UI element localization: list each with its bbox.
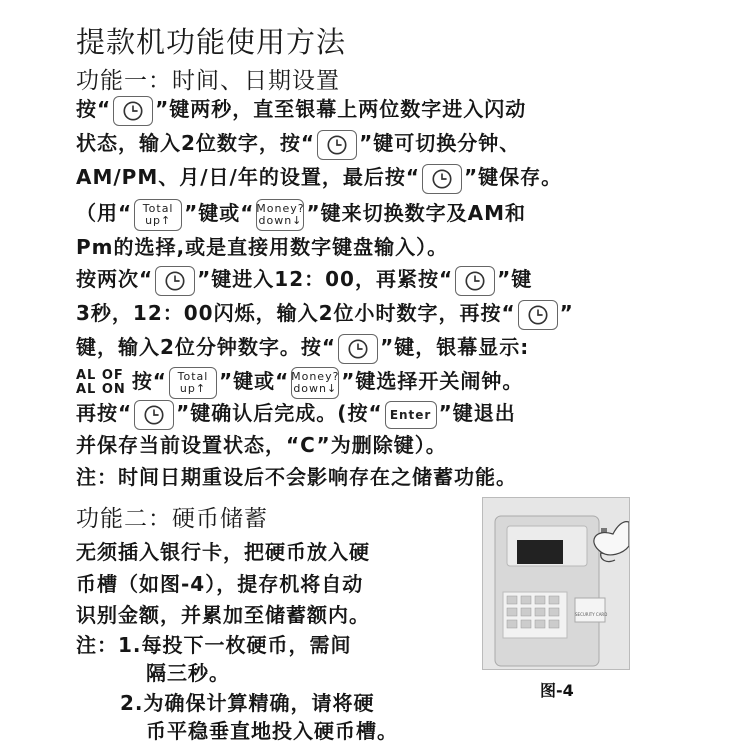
clock-icon	[122, 100, 144, 122]
text-segment: 再按“	[76, 401, 133, 425]
text-segment: ”键可切换分钟、	[359, 131, 521, 155]
section2-paragraph-line-1: 无须插入银行卡，把硬币放入硬	[76, 540, 370, 564]
text-segment: ”键或“	[184, 201, 255, 225]
key-label: down↓	[293, 381, 338, 395]
text-segment: ”键	[497, 267, 533, 291]
section2-note-1: 注：1.每投下一枚硬币，需间	[76, 633, 352, 657]
note-line: 注：时间日期重设后不会影响存在之储蓄功能。	[76, 465, 517, 489]
instruction-line-2	[76, 126, 520, 160]
key-label: Total	[177, 369, 209, 383]
enter-key: Enter	[385, 401, 437, 429]
instruction-line-5: Pm的选择,或是直接用数字键盘输入）。	[76, 235, 449, 259]
section2-note-1-cont: 隔三秒。	[146, 661, 230, 685]
text-segment: ”键进入12：00，再紧按“	[197, 267, 454, 291]
clock-key	[113, 96, 153, 126]
al-of-label: AL OF	[76, 367, 124, 383]
key-label: Total	[142, 201, 174, 215]
text-segment: 3秒，12：00闪烁，输入2位小时数字，再按“	[76, 301, 516, 325]
text-segment: ”	[559, 301, 574, 325]
section2-paragraph-line-2: 币槽（如图-4），提存机将自动	[76, 572, 364, 596]
text-segment: ”键保存。	[464, 165, 563, 189]
clock-icon	[464, 270, 486, 292]
section2-note-2: 2.为确保计算精确，请将硬	[120, 691, 375, 715]
clock-key	[155, 266, 195, 296]
page-title: 提款机功能使用方法	[76, 25, 347, 59]
text-segment: ”键或“	[218, 369, 290, 393]
instruction-line-8	[76, 330, 529, 364]
key-label: Money?	[291, 369, 340, 383]
clock-icon	[347, 338, 369, 360]
text-segment: AM/PM、月/日/年的设置，最后按“	[76, 165, 420, 189]
text-segment: 按“	[131, 369, 167, 393]
instruction-line-10	[76, 396, 516, 430]
clock-key	[455, 266, 495, 296]
text-segment: ”键确认后完成。(按“	[176, 401, 383, 425]
clock-icon	[431, 168, 453, 190]
clock-icon	[164, 270, 186, 292]
clock-key	[518, 300, 558, 330]
instruction-line-3	[76, 160, 562, 194]
section2-heading: 功能二：硬币储蓄	[76, 506, 268, 532]
total-up-key	[169, 367, 217, 399]
money-down-key	[256, 199, 304, 231]
instruction-line-1	[76, 92, 526, 126]
money-down-key	[291, 367, 339, 399]
section1-heading: 功能一：时间、日期设置	[76, 68, 340, 94]
clock-icon	[527, 304, 549, 326]
text-segment: 按两次“	[76, 267, 154, 291]
instruction-line-4	[76, 196, 526, 231]
text-segment: ”键来切换数字及AM和	[306, 201, 526, 225]
text-segment: ”键，银幕显示:	[380, 335, 530, 359]
clock-icon	[326, 134, 348, 156]
key-label: Money?	[256, 201, 305, 215]
figure-caption: 图-4	[540, 681, 574, 700]
security-card-label: SECURITY CARD	[575, 612, 608, 617]
clock-icon	[143, 404, 165, 426]
text-segment: 键，输入2位分钟数字。按“	[76, 335, 337, 359]
clock-key	[338, 334, 378, 364]
text-segment: 按“	[76, 97, 112, 121]
key-label: up↑	[179, 381, 207, 395]
instruction-line-6	[76, 262, 532, 296]
coin-bank-photo	[482, 497, 630, 670]
text-segment: （用“	[76, 201, 133, 225]
key-label: down↓	[258, 213, 303, 227]
al-on-label: AL ON	[76, 381, 126, 397]
text-segment: ”键两秒，直至银幕上两位数字进入闪动	[155, 97, 527, 121]
section2-paragraph-line-3: 识别金额，并累加至储蓄额内。	[76, 603, 370, 627]
key-label: up↑	[145, 213, 172, 227]
clock-key	[134, 400, 174, 430]
instruction-line-11: 并保存当前设置状态，“C”为删除键）。	[76, 433, 447, 457]
text-segment: 状态，输入2位数字，按“	[76, 131, 316, 155]
instruction-line-9	[76, 364, 523, 399]
section2-note-2-cont: 币平稳垂直地投入硬币槽。	[146, 719, 398, 743]
text-segment: ”键选择开关闹钟。	[341, 369, 524, 393]
alarm-display-text	[76, 369, 126, 397]
total-up-key	[134, 199, 182, 231]
text-segment: ”键退出	[438, 401, 516, 425]
clock-key	[317, 130, 357, 160]
clock-key	[422, 164, 462, 194]
instruction-line-7	[76, 296, 574, 330]
